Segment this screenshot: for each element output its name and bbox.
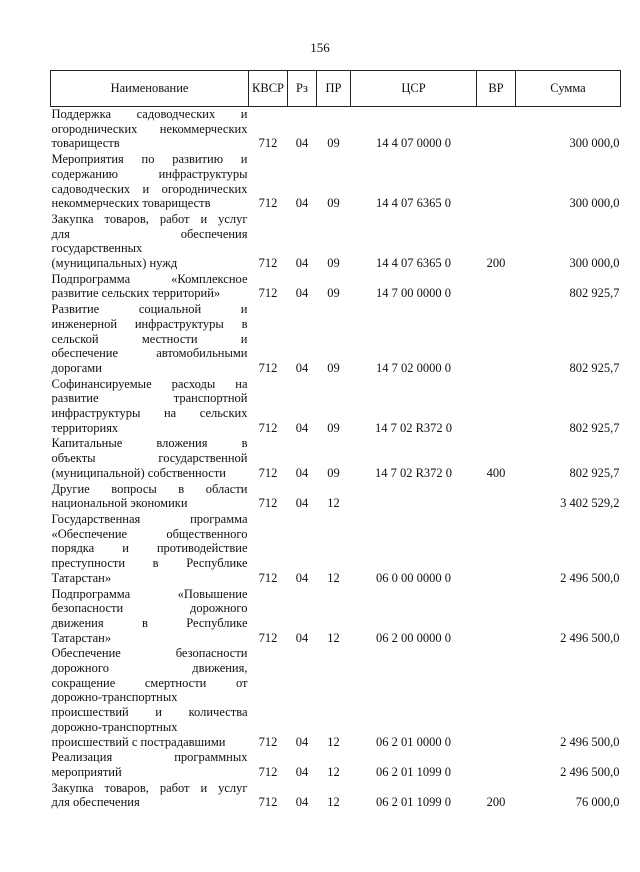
table-row [51, 212, 621, 272]
row-name [51, 152, 249, 212]
row-sum: 76 000,0 [575, 795, 620, 810]
row-name [51, 302, 249, 377]
row-name-line: Татарстан» [51, 570, 112, 585]
row-name-line: дорожного движения, [51, 661, 248, 676]
row-pr: 09 [327, 136, 340, 151]
row-name-line: инженерной инфраструктуры в [51, 316, 248, 331]
row-name-line: Татарстан» [51, 630, 112, 645]
table-body [51, 107, 621, 812]
row-sum: 802 925,7 [569, 286, 620, 301]
row-rz: 04 [295, 734, 309, 749]
table-row [51, 107, 621, 153]
row-sum: 2 496 500,0 [560, 570, 620, 585]
row-name [51, 272, 249, 302]
row-vr [477, 152, 516, 212]
row-name-line: Поддержка садоводческих и [51, 107, 248, 121]
row-pr: 09 [327, 360, 340, 375]
table-row [51, 302, 621, 377]
header-sum: Сумма [516, 71, 621, 107]
table-row [51, 750, 621, 780]
row-sum: 802 925,7 [569, 360, 620, 375]
row-pr: 12 [327, 630, 340, 645]
row-rz: 04 [295, 360, 309, 375]
row-rz: 04 [295, 630, 309, 645]
table-row [51, 781, 621, 811]
row-pr: 09 [327, 256, 340, 271]
row-csr: 06 2 01 0000 0 [376, 734, 451, 749]
header-vr: ВР [477, 71, 516, 107]
row-name-line: Реализация программных [51, 750, 248, 765]
row-vr [477, 302, 516, 377]
row-rz: 04 [295, 420, 309, 435]
row-kvsr: 712 [258, 630, 278, 645]
row-rz: 04 [295, 196, 309, 211]
row-name-line: для обеспечения [51, 795, 140, 810]
row-name [51, 646, 249, 750]
row-name-line: национальной экономики [51, 496, 188, 511]
row-rz: 04 [295, 795, 309, 810]
table-header-row [51, 71, 621, 107]
row-sum: 300 000,0 [569, 256, 620, 271]
row-name-line: Другие вопросы в области [51, 481, 248, 496]
row-csr: 06 0 00 0000 0 [376, 570, 451, 585]
header-kvsr: КВСР [249, 71, 288, 107]
row-vr [477, 272, 516, 302]
row-name-line: Государственная программа [51, 511, 248, 526]
row-name-line: движения в Республике [51, 615, 248, 630]
row-rz: 04 [295, 764, 309, 779]
row-sum: 2 496 500,0 [560, 630, 620, 645]
row-vr: 400 [486, 465, 506, 480]
row-sum: 2 496 500,0 [560, 734, 620, 749]
row-name-line: (муниципальной) собственности [51, 465, 226, 480]
row-name [51, 750, 249, 780]
row-name [51, 107, 249, 153]
row-name-line: сельской местности и [51, 331, 248, 346]
row-name-line: мероприятий [51, 764, 122, 779]
row-vr [477, 482, 516, 512]
row-rz: 04 [295, 465, 309, 480]
row-csr: 14 4 07 6365 0 [376, 256, 451, 271]
row-vr [477, 587, 516, 647]
row-csr [351, 482, 477, 512]
row-csr: 14 4 07 6365 0 [376, 196, 451, 211]
row-name-line: государственных [51, 241, 143, 256]
row-vr: 200 [486, 795, 506, 810]
row-sum: 300 000,0 [569, 136, 620, 151]
row-name-line: содержанию инфраструктуры [51, 166, 248, 181]
row-kvsr: 712 [258, 734, 278, 749]
row-name-line: Закупка товаров, работ и услуг [51, 780, 248, 795]
row-name [51, 436, 249, 481]
row-name-line: дорожно-транспортных [51, 690, 178, 705]
row-name-line: происшествий с пострадавшими [51, 734, 226, 749]
row-rz: 04 [295, 496, 309, 511]
row-rz: 04 [295, 136, 309, 151]
row-name-line: безопасности дорожного [51, 601, 248, 616]
row-kvsr: 712 [258, 136, 278, 151]
row-pr: 12 [327, 496, 340, 511]
row-rz: 04 [295, 570, 309, 585]
row-kvsr: 712 [258, 764, 278, 779]
row-pr: 09 [327, 196, 340, 211]
table-row [51, 436, 621, 481]
row-csr: 14 4 07 0000 0 [376, 136, 451, 151]
row-vr [477, 512, 516, 587]
row-rz: 04 [295, 286, 309, 301]
row-vr [477, 750, 516, 780]
row-kvsr: 712 [258, 496, 278, 511]
row-name-line: обеспечение автомобильными [51, 346, 248, 361]
row-name-line: инфраструктуры на сельских [51, 406, 248, 421]
row-name-line: дорогами [51, 360, 102, 375]
row-name-line: Софинансируемые расходы на [51, 376, 248, 391]
table-row [51, 646, 621, 750]
header-rz: Рз [288, 71, 317, 107]
row-name-line: Развитие социальной и [51, 302, 248, 317]
table-row [51, 512, 621, 587]
row-name-line: развитие транспортной [51, 391, 248, 406]
row-csr: 14 7 00 0000 0 [376, 286, 451, 301]
row-pr: 09 [327, 286, 340, 301]
row-kvsr: 712 [258, 360, 278, 375]
row-name-line: Подпрограмма «Комплексное [51, 271, 248, 286]
row-name-line: Мероприятия по развитию и [51, 152, 248, 167]
row-name-line: товариществ [51, 136, 120, 151]
row-csr: 06 2 01 1099 0 [376, 764, 451, 779]
row-name-line: происшествий и количества [51, 705, 248, 720]
row-name-line: «Обеспечение общественного [51, 526, 248, 541]
row-rz: 04 [295, 256, 309, 271]
row-pr: 09 [327, 465, 340, 480]
row-name [51, 482, 249, 512]
row-name-line: Капитальные вложения в [51, 436, 248, 451]
row-name-line: садоводческих и огороднических [51, 181, 248, 196]
row-kvsr: 712 [258, 795, 278, 810]
row-csr: 14 7 02 R372 0 [374, 420, 453, 435]
row-name-line: объекты государственной [51, 451, 248, 466]
row-name [51, 377, 249, 437]
row-pr: 09 [327, 420, 340, 435]
row-name [51, 212, 249, 272]
row-name-line: порядка и противодействие [51, 541, 248, 556]
row-csr: 14 7 02 R372 0 [374, 465, 453, 480]
row-name-line: некоммерческих товариществ [51, 196, 211, 211]
row-sum: 802 925,7 [569, 465, 620, 480]
row-name-line: огороднических некоммерческих [51, 121, 248, 136]
page-number: 156 [310, 40, 330, 55]
row-vr: 200 [486, 256, 506, 271]
row-pr: 12 [327, 764, 340, 779]
row-vr [477, 646, 516, 750]
row-pr: 12 [327, 570, 340, 585]
row-kvsr: 712 [258, 420, 278, 435]
row-name-line: территориях [51, 420, 119, 435]
header-csr: ЦСР [351, 71, 477, 107]
budget-table [50, 70, 621, 811]
row-kvsr: 712 [258, 196, 278, 211]
row-name-line: дорожно-транспортных [51, 719, 178, 734]
row-vr [477, 107, 516, 153]
table-row [51, 587, 621, 647]
row-kvsr: 712 [258, 286, 278, 301]
row-name-line: для обеспечения [51, 226, 248, 241]
row-vr [477, 377, 516, 437]
row-name-line: Обеспечение безопасности [51, 646, 248, 661]
row-kvsr: 712 [258, 465, 278, 480]
row-name [51, 587, 249, 647]
row-name-line: Закупка товаров, работ и услуг [51, 211, 248, 226]
row-sum: 2 496 500,0 [560, 764, 620, 779]
row-csr: 06 2 01 1099 0 [376, 795, 451, 810]
row-name-line: сокращение смертности от [51, 675, 248, 690]
row-name [51, 512, 249, 587]
row-csr: 14 7 02 0000 0 [376, 360, 451, 375]
row-kvsr: 712 [258, 256, 278, 271]
header-pr: ПР [317, 71, 351, 107]
header-name: Наименование [51, 71, 249, 107]
row-csr: 06 2 00 0000 0 [376, 630, 451, 645]
row-sum: 802 925,7 [569, 420, 620, 435]
table-row [51, 482, 621, 512]
row-sum: 300 000,0 [569, 196, 620, 211]
row-name-line: преступности в Республике [51, 556, 248, 571]
row-name-line: развитие сельских территорий» [51, 286, 221, 301]
table-row [51, 272, 621, 302]
row-pr: 12 [327, 734, 340, 749]
row-name-line: (муниципальных) нужд [51, 256, 178, 271]
row-name [51, 781, 249, 811]
row-pr: 12 [327, 795, 340, 810]
table-row [51, 152, 621, 212]
row-sum: 3 402 529,2 [560, 496, 620, 511]
row-kvsr: 712 [258, 570, 278, 585]
row-name-line: Подпрограмма «Повышение [51, 586, 248, 601]
table-row [51, 377, 621, 437]
